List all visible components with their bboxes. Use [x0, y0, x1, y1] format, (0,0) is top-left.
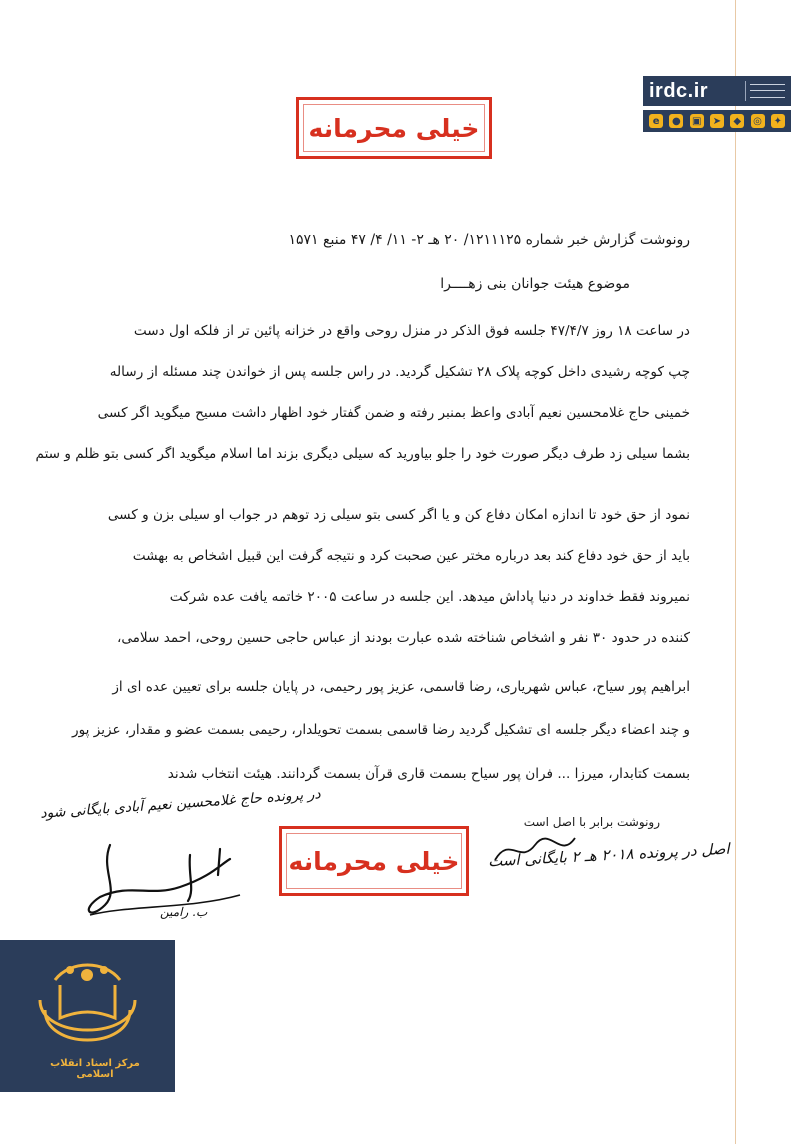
- body-line: بشما سیلی زد طرف دیگر صورت خود را جلو بیاورید که سیلی دیگری بزند اما اسلام میگوید اگر کسی بتو ظلم و ستم: [35, 446, 690, 462]
- body-line: بسمت کتابدار، میرزا ... فران پور سیاح بسمت قاری قرآن بسمت گردانند. هیئت انتخاب شدند: [167, 766, 690, 782]
- brand-header: [643, 76, 791, 138]
- body-line: ابراهیم پور سیاح، عباس شهریاری، رضا قاسمی، عزیز پور رحیمی، در پایان جلسه برای تعیین عده ای از: [112, 679, 690, 695]
- body-line: نمود از حق خود تا اندازه امکان دفاع کن و یا اگر کسی بتو سیلی زد توهم در جواب او سیلی بزن و کسی: [107, 507, 690, 523]
- handwritten-note-name: ب. رامین: [160, 905, 208, 919]
- body-line: نمیروند فقط خداوند در دنیا پاداش میدهد. این جلسه در ساعت ۲۰۰۵ خاتمه یافت عده شرکت: [169, 589, 690, 605]
- archive-logo: [0, 940, 175, 1092]
- aparat-icon[interactable]: ●: [669, 114, 683, 128]
- handwritten-note-archive: اصل در پرونده ۲۰۱۸ هـ ۲ بایگانی است: [487, 839, 730, 871]
- globe-icon[interactable]: e: [649, 114, 663, 128]
- body-line: باید از حق خود دفاع کند بعد درباره مختر عین صحبت کرد و نتیجه گرفت این قبیل اشخاص به بهشت: [132, 548, 690, 564]
- twitter-icon[interactable]: ✦: [771, 114, 785, 128]
- site-name[interactable]: irdc.ir: [649, 79, 709, 102]
- report-subject: موضوع هیئت جوانان بنی زهــــرا: [440, 276, 630, 292]
- confidential-stamp-top: [296, 97, 492, 159]
- stamp-label: خیلی محرمانه: [288, 846, 460, 876]
- confidential-stamp-bottom: [279, 826, 469, 896]
- stamp-label: خیلی محرمانه: [308, 113, 480, 143]
- body-line: چپ کوچه رشیدی داخل کوچه پلاک ۲۸ تشکیل گردید. در راس جلسه پس از خواندن چند مسئله از رساله: [109, 364, 690, 380]
- body-line: و چند اعضاء دیگر جلسه ای تشکیل گردید رضا قاسمی بسمت تحویلدار، رحیمی بسمت عضو و مقدار، عزیز پور: [72, 722, 690, 738]
- report-heading: رونوشت گزارش خبر شماره ۱۲۱۱۱۲۵/ ۲۰ هـ ۲- ۱۱/ ۴/ ۴۷ منبع ۱۵۷۱: [288, 232, 690, 248]
- signature: [70, 835, 260, 925]
- body-line: در ساعت ۱۸ روز ۴۷/۴/۷ جلسه فوق الذکر در منزل روحی واقع در خزانه پائین تر از فلکه اول دست: [133, 323, 690, 339]
- film-icon[interactable]: ▣: [690, 114, 704, 128]
- brand-bar[interactable]: [643, 76, 791, 106]
- brand-deco-icon: [745, 81, 785, 101]
- telegram-icon[interactable]: ➤: [710, 114, 724, 128]
- instagram-icon[interactable]: ◎: [751, 114, 765, 128]
- archive-signature: [490, 830, 580, 870]
- social-links: [643, 110, 791, 132]
- body-line: خمینی حاج غلامحسین نعیم آبادی واعظ بمنبر رفته و ضمن گفتار خود اظهار داشت مسیح میگوید اگر کسی: [97, 405, 690, 421]
- handwritten-note-filing: در پرونده حاج غلامحسین نعیم آبادی بایگانی شود: [39, 786, 322, 822]
- copy-certification: رونوشت برابر با اصل است: [523, 815, 660, 829]
- logo-name: مرکز اسناد انقلاب اسلامی: [50, 1058, 140, 1080]
- body-line: کننده در حدود ۳۰ نفر و اشخاص شناخته شده عبارت بودند از عباس حاجی حسین روحی، احمد سلامی،: [116, 630, 690, 646]
- cube-icon[interactable]: ◆: [730, 114, 744, 128]
